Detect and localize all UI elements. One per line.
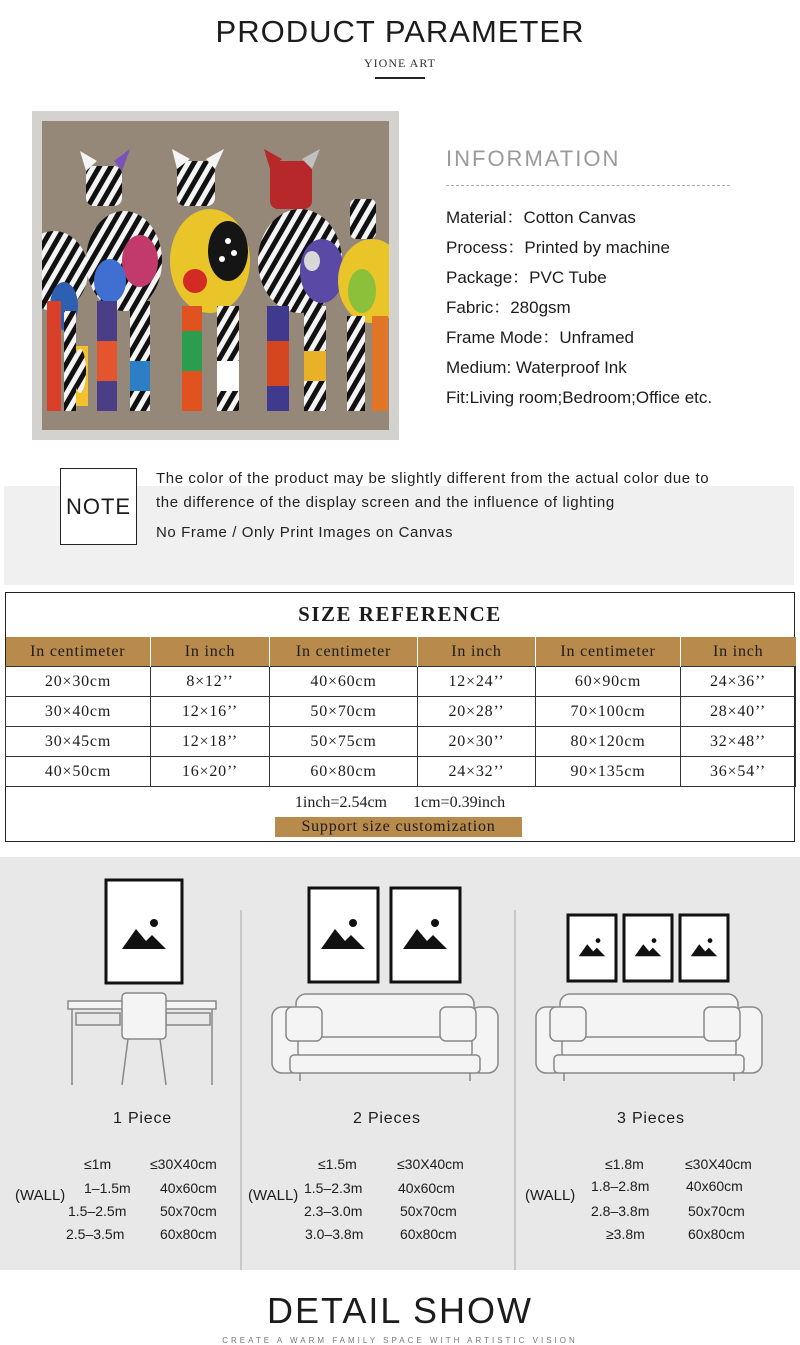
frame-size: 40x60cm [160, 1180, 217, 1196]
info-frame-mode: Frame Mode：Unframed [446, 328, 635, 347]
table-cell: 60×90cm [536, 667, 681, 697]
sofa-illustration [536, 994, 762, 1081]
table-cell: 24×36’’ [681, 667, 796, 697]
note-line-1: The color of the product may be slightly different from the actual color due to [156, 470, 710, 487]
header-cm-3: In centimeter [536, 637, 681, 667]
wall-width: ≤1m [84, 1156, 112, 1172]
customization-badge: Support size customization [275, 817, 522, 837]
header-inch-2: In inch [418, 637, 536, 667]
desk-illustration [68, 993, 216, 1085]
wall-width: 2.8–3.8m [591, 1203, 650, 1219]
frame-size: ≤30X40cm [150, 1156, 217, 1172]
table-cell: 32×48’’ [681, 727, 796, 757]
header-cm-2: In centimeter [270, 637, 418, 667]
wall-width: 1.5–2.3m [304, 1180, 363, 1196]
information-divider [446, 185, 730, 186]
title-underline [375, 77, 425, 79]
frame-size: 60x80cm [160, 1226, 217, 1242]
info-package: Package：PVC Tube [446, 268, 607, 287]
table-cell: 12×16’’ [151, 697, 270, 727]
piece-label-2: 2 Pieces [353, 1110, 421, 1127]
product-image-frame [32, 111, 399, 440]
frame-size: ≤30X40cm [685, 1156, 752, 1172]
frame-size: ≤30X40cm [397, 1156, 464, 1172]
table-cell: 90×135cm [536, 757, 681, 787]
table-cell: 40×50cm [6, 757, 151, 787]
info-fit: Fit:Living room;Bedroom;Office etc. [446, 388, 713, 407]
frame-size: 50x70cm [400, 1203, 457, 1219]
frame-size: 40x60cm [398, 1180, 455, 1196]
table-cell: 60×80cm [270, 757, 418, 787]
table-cell: 70×100cm [536, 697, 681, 727]
info-process: Process：Printed by machine [446, 238, 670, 257]
table-cell: 30×40cm [6, 697, 151, 727]
detail-show-subtitle: CREATE A WARM FAMILY SPACE WITH ARTISTIC VISION [222, 1336, 578, 1345]
table-cell: 20×28’’ [418, 697, 536, 727]
wall-width: ≤1.8m [605, 1156, 644, 1172]
frame-size: 50x70cm [688, 1203, 745, 1219]
wall-width: 2.3–3.0m [304, 1203, 363, 1219]
table-cell: 12×18’’ [151, 727, 270, 757]
size-reference-title: SIZE REFERENCE [298, 602, 502, 626]
note-label: NOTE [60, 468, 137, 545]
single-frame-illustration [106, 880, 182, 983]
table-row [6, 727, 796, 757]
wall-width: 3.0–3.8m [305, 1226, 364, 1242]
table-row [6, 697, 796, 727]
table-cell: 16×20’’ [151, 757, 270, 787]
header-inch-3: In inch [681, 637, 796, 667]
table-row [6, 757, 796, 787]
info-material: Material：Cotton Canvas [446, 208, 636, 227]
conversion-inch-to-cm: 1inch=2.54cm [294, 794, 387, 811]
size-table-header [6, 637, 796, 667]
info-fabric: Fabric：280gsm [446, 298, 571, 317]
wall-width: 1.8–2.8m [591, 1178, 650, 1194]
table-cell: 20×30cm [6, 667, 151, 697]
double-frame-illustration [309, 888, 460, 982]
information-heading: INFORMATION [446, 146, 621, 171]
wall-label: (WALL) [15, 1187, 66, 1204]
frame-size: 60x80cm [688, 1226, 745, 1242]
table-cell: 80×120cm [536, 727, 681, 757]
wall-label: (WALL) [525, 1187, 576, 1204]
zebra-painting-image [42, 121, 389, 430]
size-table [5, 637, 796, 787]
frame-size: 60x80cm [400, 1226, 457, 1242]
frame-size: 50x70cm [160, 1203, 217, 1219]
page-title: PRODUCT PARAMETER [215, 14, 585, 49]
header-cm-1: In centimeter [6, 637, 151, 667]
detail-show-title: DETAIL SHOW [266, 1290, 534, 1331]
table-cell: 40×60cm [270, 667, 418, 697]
table-cell: 20×30’’ [418, 727, 536, 757]
information-list [446, 207, 712, 417]
unit-conversion [0, 794, 800, 812]
wall-width: ≥3.8m [606, 1226, 645, 1242]
table-row [6, 667, 796, 697]
wall-label: (WALL) [248, 1187, 299, 1204]
table-cell: 50×70cm [270, 697, 418, 727]
wall-guide-illustrations [0, 857, 800, 1107]
wall-width: ≤1.5m [318, 1156, 357, 1172]
table-cell: 50×75cm [270, 727, 418, 757]
note-line-2: the difference of the display screen and the influence of lighting [156, 494, 615, 511]
piece-label-1: 1 Piece [113, 1110, 172, 1127]
table-cell: 36×54’’ [681, 757, 796, 787]
table-cell: 12×24’’ [418, 667, 536, 697]
wall-width: 1–1.5m [84, 1180, 131, 1196]
conversion-cm-to-inch: 1cm=0.39inch [413, 794, 506, 811]
table-cell: 8×12’’ [151, 667, 270, 697]
sofa-illustration [272, 994, 498, 1081]
brand-subtitle: YIONE ART [364, 56, 436, 70]
table-cell: 30×45cm [6, 727, 151, 757]
frame-size: 40x60cm [686, 1178, 743, 1194]
table-cell: 28×40’’ [681, 697, 796, 727]
piece-label-3: 3 Pieces [617, 1110, 685, 1127]
triple-frame-illustration [568, 915, 728, 981]
info-medium: Medium: Waterproof Ink [446, 358, 627, 377]
table-cell: 24×32’’ [418, 757, 536, 787]
note-line-3: No Frame / Only Print Images on Canvas [156, 524, 454, 541]
wall-width: 1.5–2.5m [68, 1203, 127, 1219]
wall-width: 2.5–3.5m [66, 1226, 125, 1242]
header-inch-1: In inch [151, 637, 270, 667]
